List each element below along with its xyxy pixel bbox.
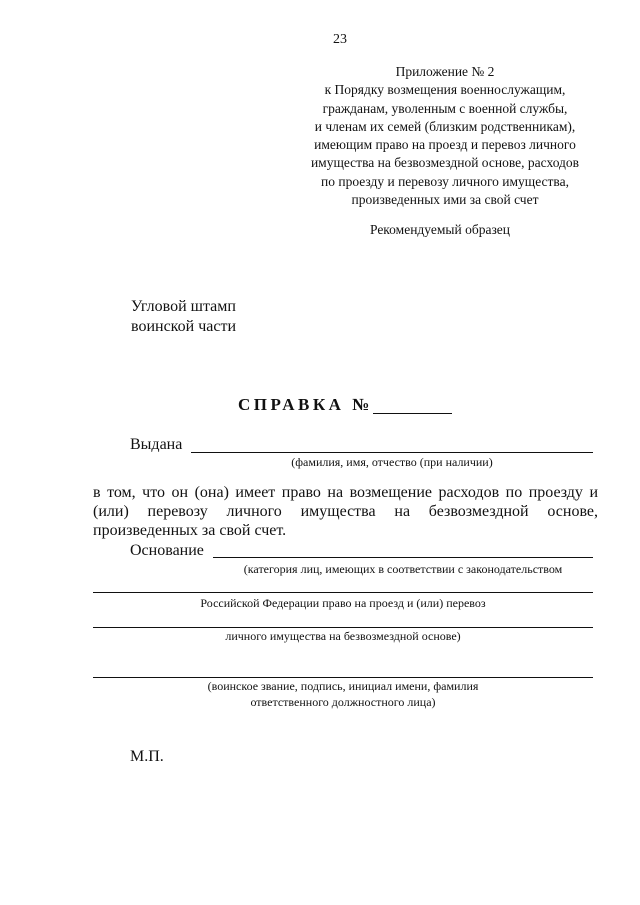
appendix-header [285,63,605,209]
appendix-line: имеющим право на проезд и перевоз личного [314,137,576,153]
appendix-line: Приложение № 2 [395,64,495,79]
certificate-number-field [373,413,452,414]
issued-label: Выдана [130,436,183,453]
document-title: СПРАВКА № [238,395,373,414]
appendix-line: произведенных ими за свой счет [351,192,539,208]
basis-field-line-3 [93,627,593,628]
issued-hint: (фамилия, имя, отчество (при наличии) [291,455,493,469]
appendix-line: гражданам, уволенным с военной службы, [322,100,568,116]
seal-placeholder: М.П. [130,748,164,765]
corner-stamp-placeholder [131,297,236,337]
signature-hint-2: ответственного должностного лица) [250,695,436,709]
appendix-line: имущества на безвозмездной основе, расходов [310,155,580,171]
basis-hint-2: Российской Федерации право на проезд и (или) перевоз [200,596,486,610]
appendix-line: по проезду и перевозу личного имущества, [321,173,569,189]
body-text: в том, что он (она) имеет право на возмещение расходов по проезду и (или) перевозу личного имущества на безвозмездной основе, произведенных за свой счет. [93,484,598,539]
basis-field-line-2 [93,592,593,593]
basis-hint-1: (категория лиц, имеющих в соответствии с законодательством [243,562,563,576]
page-number: 23 [333,32,347,47]
appendix-line: и членам их семей (близким родственникам), [314,118,576,134]
stamp-line: воинской части [131,318,236,335]
basis-field-line-1 [213,557,593,558]
basis-hint-3: личного имущества на безвозмездной основе) [225,629,461,643]
basis-label: Основание [130,542,204,559]
issued-name-field [191,452,593,453]
signature-field-line [93,677,593,678]
sample-label: Рекомендуемый образец [369,222,510,237]
appendix-line: к Порядку возмещения военнослужащим, [324,82,566,98]
stamp-line: Угловой штамп [131,298,236,315]
signature-hint-1: (воинское звание, подпись, инициал имени, фамилия [207,679,479,693]
